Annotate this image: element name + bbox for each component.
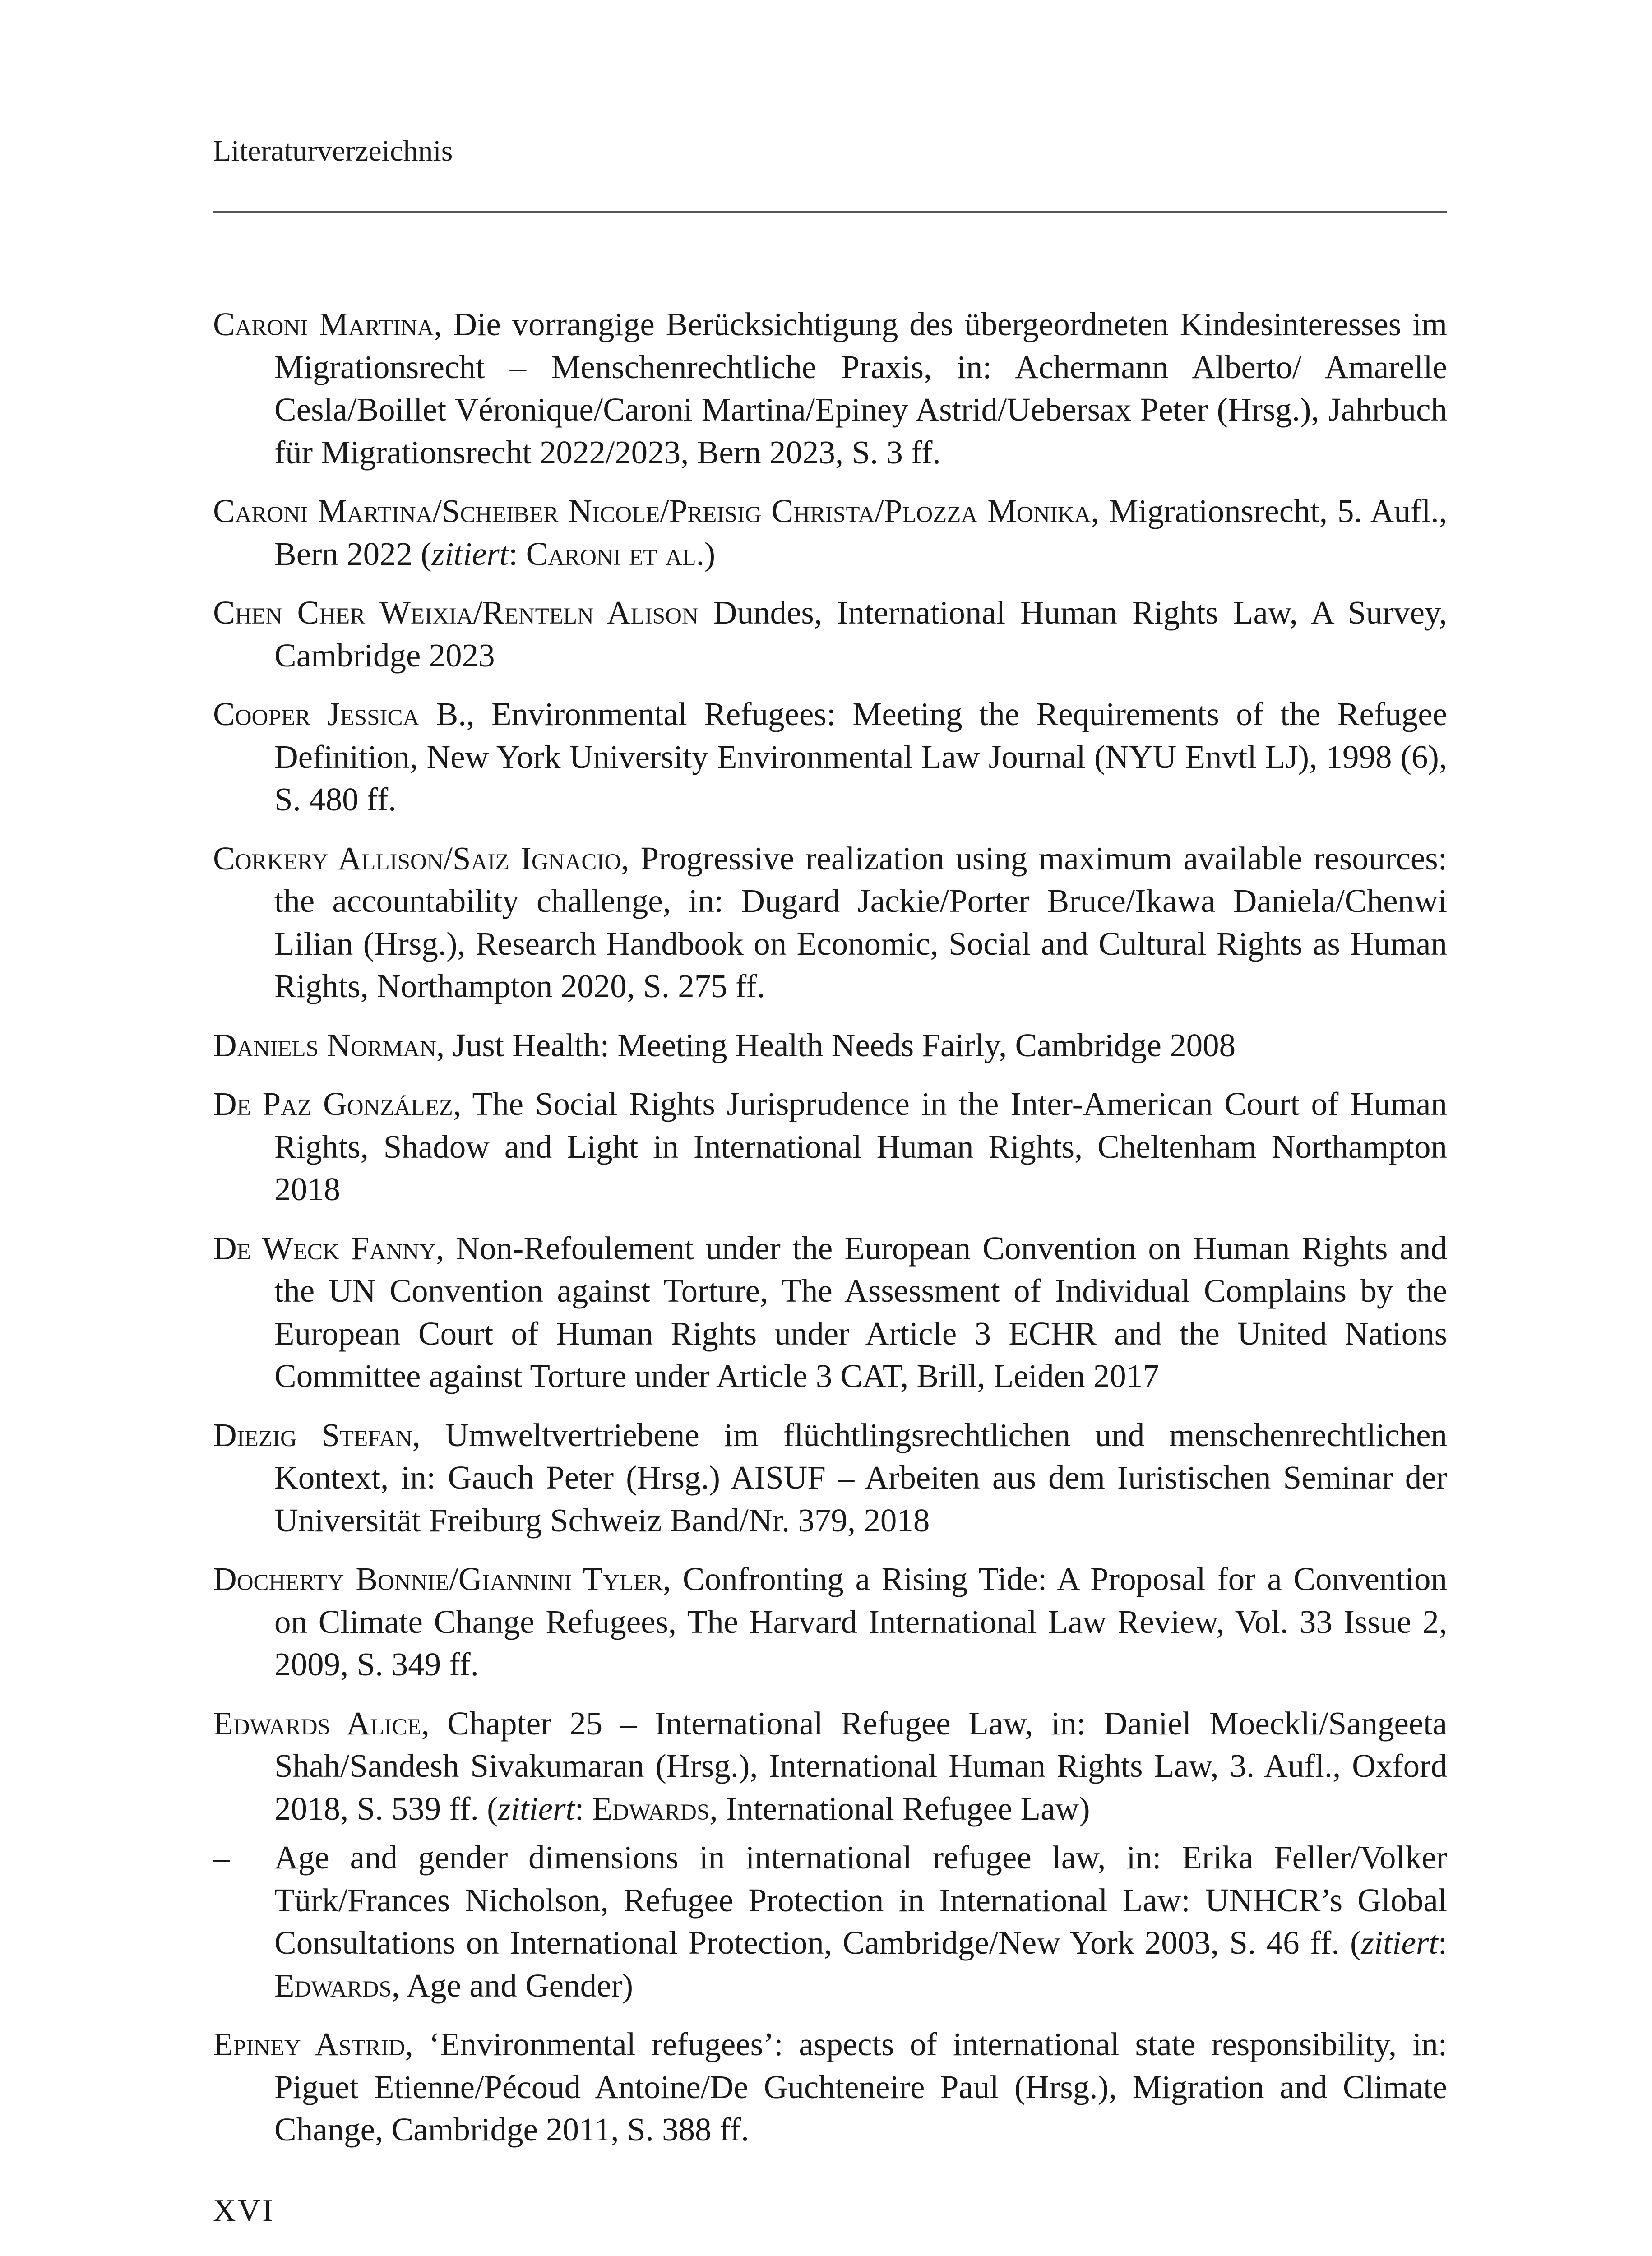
bibliography-entry (213, 1558, 1447, 1686)
cite-label: zitiert (1361, 1924, 1438, 1961)
entry-text: , ‘Environmental refugees’: aspects of international state responsibility, in: Piguet Etienne/Pécoud Antoine/De Guchteneire Paul (Hrsg.), Migration and Climate Change, Cambridge 2011, S. 388 ff. (274, 2026, 1448, 2148)
entry-author: De Weck Fanny (213, 1230, 436, 1267)
entry-text: , Confronting a Rising Tide: A Proposal for a Convention on Climate Change Refugees, The Harvard International Law Review, Vol. 33 Issue 2, 2009, S. 349 ff. (274, 1561, 1447, 1683)
bibliography-entry (213, 1227, 1447, 1398)
entry-text: , Just Health: Meeting Health Needs Fairly, Cambridge 2008 (436, 1026, 1236, 1063)
bibliography-entry (213, 490, 1447, 575)
page-number: XVI (213, 2193, 275, 2228)
cite-end: , International Refugee Law) (709, 1790, 1090, 1827)
bibliography-entry (213, 1024, 1447, 1067)
entry-text: , The Social Rights Jurisprudence in the Inter-American Court of Human Rights, Shadow and Light in International Human Rights, Cheltenham Northampton 2018 (274, 1086, 1448, 1207)
cite-colon: : (1438, 1924, 1447, 1961)
cite-author: Edwards (274, 1967, 392, 2004)
entry-author: Caroni Martina/Scheiber Nicole/Preisig Christa/Plozza Monika (213, 493, 1091, 529)
entry-author: Cooper Jessica (213, 696, 420, 732)
entry-author: De Paz González (213, 1086, 453, 1122)
header-rule (213, 211, 1447, 213)
entry-text: , Non-Refoulement under the European Convention on Human Rights and the UN Convention against Torture, The Assessment of Individual Complains by the European Court of Human Rights under Article 3 ECHR and the United Nations Committee against Torture under Article 3 CAT, Brill, Leiden 2017 (274, 1230, 1447, 1394)
entry-author: Chen Cher Weixia/Renteln Alison (213, 594, 699, 631)
cite-author: Caroni et al. (526, 535, 704, 572)
entry-author: Epiney Astrid (213, 2026, 405, 2062)
entry-author: Daniels Norman (213, 1026, 436, 1063)
entry-author: Diezig Stefan (213, 1416, 412, 1453)
entry-text: Age and gender dimensions in international refugee law, in: Erika Feller/Volker Türk/Frances Nicholson, Refugee Protection in International Law: UNHCR’s Global Consultations on International Protection, Cambridge/New York 2003, S. 46 ff. ( (274, 1839, 1447, 1961)
cite-author: Edwards (592, 1790, 710, 1827)
running-header: Literaturverzeichnis (213, 134, 453, 167)
bibliography-entry (213, 837, 1447, 1008)
bibliography-entry (213, 2023, 1447, 2151)
cite-colon: : (509, 535, 526, 572)
entry-author: Edwards Alice (213, 1705, 421, 1742)
bibliography-list (213, 303, 1447, 2168)
bibliography-entry-continuation (213, 1836, 1447, 2007)
entry-author: Caroni Martina (213, 306, 434, 342)
entry-text: B., Environmental Refugees: Meeting the Requirements of the Refugee Definition, New York University Environmental Law Journal (NYU Envtl LJ), 1998 (6), S. 480 ff. (274, 696, 1447, 818)
entry-text: , Migrationsrecht, 5. Aufl., Bern 2022 ( (274, 493, 1447, 572)
entry-author: Docherty Bonnie/Giannini Tyler (213, 1561, 663, 1597)
bibliography-entry (213, 1083, 1447, 1211)
entry-text: , Chapter 25 – International Refugee Law, in: Daniel Moeckli/Sangeeta Shah/Sandesh Sivakumaran (Hrsg.), International Human Rights Law, 3. Aufl., Oxford 2018, S. 539 ff. ( (274, 1705, 1447, 1827)
bibliography-entry (213, 1702, 1447, 1831)
bibliography-entry (213, 693, 1447, 821)
bibliography-entry (213, 1414, 1447, 1542)
entry-text: , Die vorrangige Berücksichtigung des übergeordneten Kindesinteresses im Migrationsrecht – Menschenrechtliche Praxis, in: Achermann Alberto/ Amarelle Cesla/Boillet Véronique/Caroni Martina/Epiney Astrid/Uebersax Peter (Hrsg.), Jahrbuch für Migrationsrecht 2022/2023, Bern 2023, S. 3 ff. (274, 306, 1447, 471)
cite-end: ) (704, 535, 716, 572)
cite-end: , Age and Gender) (391, 1967, 634, 2004)
entry-text: Dundes, International Human Rights Law, A Survey, Cambridge 2023 (274, 594, 1447, 674)
cite-label: zitiert (498, 1790, 575, 1827)
cite-label: zitiert (431, 535, 509, 572)
entry-text: , Progressive realization using maximum available resources: the accountability challenge, in: Dugard Jackie/Porter Bruce/Ikawa Daniela/Chenwi Lilian (Hrsg.), Research Handbook on Economic, Social and Cultural Rights as Human Rights, Northampton 2020, S. 275 ff. (274, 840, 1447, 1004)
cite-colon: : (574, 1790, 592, 1827)
bibliography-entry (213, 592, 1447, 677)
bibliography-entry (213, 303, 1447, 474)
entry-author: Corkery Allison/Saiz Ignacio (213, 840, 621, 877)
ditto-dash: – (213, 1839, 230, 1876)
entry-text: , Umweltvertriebene im flüchtlingsrechtlichen und menschenrechtlichen Kontext, in: Gauch Peter (Hrsg.) AISUF – Arbeiten aus dem Iuristischen Seminar der Universität Freiburg Schweiz Band/Nr. 379, 2018 (274, 1416, 1447, 1539)
